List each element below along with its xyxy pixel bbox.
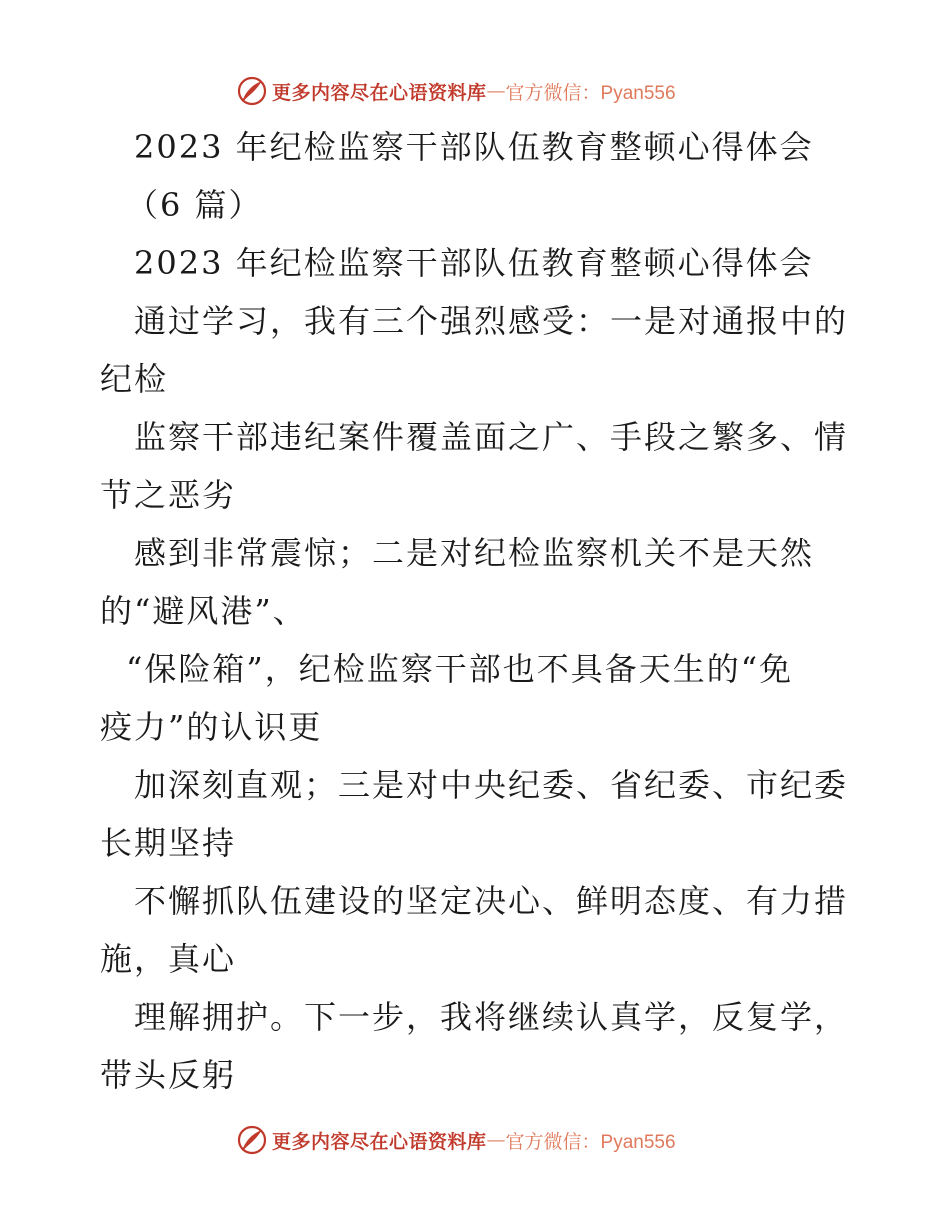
banner-separator: — [486, 80, 506, 102]
document-body [100, 118, 880, 1104]
banner-wechat-text: 官方微信：Pyan556 [505, 82, 676, 104]
paragraph-line: 长期坚持 [100, 824, 237, 862]
quill-pen-logo-icon [236, 1124, 268, 1156]
paragraph-line: 的“避风港”、 [100, 592, 307, 630]
paragraph-line: 施，真心 [100, 940, 237, 978]
paragraph-line: 不懈抓队伍建设的坚定决心、鲜明态度、有力措 [134, 882, 849, 920]
footer-banner [236, 1123, 676, 1157]
banner-brand-text: 更多内容尽在心语资料库 [272, 1130, 487, 1153]
paragraph-line: 纪检 [100, 360, 169, 398]
paragraph-line: 带头反躬 [100, 1056, 237, 1094]
paragraph-line: 理解拥护。下一步，我将继续认真学，反复学， [134, 998, 849, 1036]
paragraph-line: 加深刻直观；三是对中央纪委、省纪委、市纪委 [134, 766, 849, 804]
document-title: 2023 年纪检监察干部队伍教育整顿心得体会 [134, 128, 814, 166]
banner-wechat-text: 官方微信：Pyan556 [505, 1131, 676, 1153]
document-subtitle: （6 篇） [126, 186, 263, 224]
banner-separator: — [486, 1129, 506, 1151]
paragraph-line: 通过学习，我有三个强烈感受：一是对通报中的 [134, 302, 849, 340]
quill-pen-logo-icon [236, 75, 268, 107]
paragraph-line: 疫力”的认识更 [100, 708, 323, 746]
paragraph-line: “保险箱”，纪检监察干部也不具备天生的“免 [126, 650, 794, 688]
paragraph-line: 节之恶劣 [100, 476, 237, 514]
paragraph-line: 感到非常震惊；二是对纪检监察机关不是天然 [134, 534, 815, 572]
section-heading: 2023 年纪检监察干部队伍教育整顿心得体会 [134, 244, 814, 282]
banner-brand-text: 更多内容尽在心语资料库 [272, 81, 487, 104]
header-banner [236, 74, 676, 108]
paragraph-line: 监察干部违纪案件覆盖面之广、手段之繁多、情 [134, 418, 849, 456]
